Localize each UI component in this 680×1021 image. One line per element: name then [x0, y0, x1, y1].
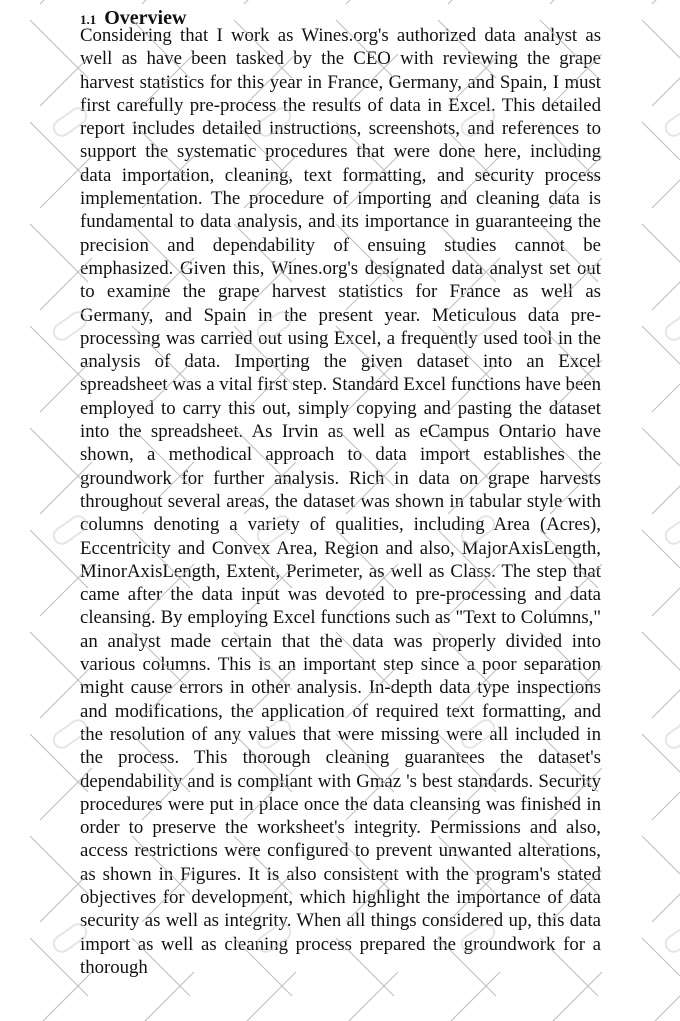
- watermark-stroke: [642, 326, 680, 384]
- watermark-stroke: [142, 972, 194, 1021]
- document-page: [80, 2, 601, 979]
- section-heading: [80, 2, 601, 29]
- watermark-stroke: [652, 666, 680, 718]
- watermark-stroke: [652, 156, 680, 208]
- watermark-stroke: [652, 870, 680, 922]
- watermark-logo-mark: [663, 717, 680, 751]
- watermark-stroke: [652, 0, 680, 4]
- watermark-stroke: [244, 972, 296, 1021]
- watermark-stroke: [642, 530, 680, 588]
- watermark-stroke: [642, 122, 680, 180]
- watermark-stroke: [652, 360, 680, 412]
- watermark-stroke: [642, 938, 680, 996]
- watermark-stroke: [40, 972, 92, 1021]
- watermark-stroke: [652, 768, 680, 820]
- watermark-stroke: [346, 972, 398, 1021]
- watermark-stroke: [642, 20, 680, 78]
- watermark-stroke: [642, 734, 680, 792]
- watermark-stroke: [642, 632, 680, 690]
- watermark-logo-mark: [663, 921, 680, 955]
- watermark-stroke: [642, 224, 680, 282]
- watermark-stroke: [652, 54, 680, 106]
- watermark-stroke: [652, 564, 680, 616]
- body-paragraph: Considering that I work as Wines.org's authorized data analyst as well as have been tasked by the CEO with reviewing the grape harvest statistics for this year in France, Germany, and Spain, I must first carefully pre-process the results of data in Excel. This detailed report includes detailed instructions, screenshots, and references to support the systematic procedures that were done here, including data importation, cleaning, text formatting, and security process implementation. The procedure of importing and cleaning data is fundamental to data analysis, and its importance in guaranteeing the precision and dependability of ensuing studies cannot be emphasized. Given this, Wines.org's designated data analyst set out to examine the grape harvest statistics for France as well as Germany, and Spain in the present year. Meticulous data pre-processing was carried out using Excel, a frequently used tool in the analysis of data. Importing the given dataset into an Excel spreadsheet was a vital first step. Standard Excel functions have been employed to carry this out, simply copying and pasting the dataset into the spreadsheet. As Irvin as well as eCampus Ontario have shown, a methodical approach to data import establishes the groundwork for further analysis. Rich in data on grape harvests throughout several areas, the dataset was shown in tabular style with columns denoting a variety of qualities, including Area (Acres), Eccentricity and Convex Area, Region and also, MajorAxisLength, MinorAxisLength, Extent, Perimeter, as well as Class. The step that came after the data input was devoted to pre-processing and data cleansing. By employing Excel functions such as "Text to Columns," an analyst made certain that the data was properly divided into various columns. This is an important step since a poor separation might cause errors in other analysis. In-depth data type inspections and modifications, the application of required text formatting, and the resolution of any values that were missing were all included in the process. This thorough cleaning guarantees the dataset's dependability and is compliant with Gmaz 's best standards. Security procedures were put in place once the data cleansing was finished in order to preserve the worksheet's integrity. Permissions and also, access restrictions were configured to prevent unwanted alterations, as shown in Figures. It is also consistent with the program's stated objectives for development, which highlight the importance of data security as well as integrity. When all things considered up, this data import as well as cleaning process prepared the groundwork for a thorough: [80, 25, 602, 978]
- watermark-logo-mark: [663, 309, 680, 343]
- section-number: 1.1: [80, 12, 97, 27]
- watermark-stroke: [642, 428, 680, 486]
- watermark-stroke: [652, 258, 680, 310]
- watermark-stroke: [448, 972, 500, 1021]
- section-title: Overview: [104, 7, 187, 29]
- watermark-logo-mark: [663, 105, 680, 139]
- watermark-logo-mark: [663, 513, 680, 547]
- watermark-stroke: [652, 972, 680, 1021]
- watermark-stroke: [642, 836, 680, 894]
- watermark-stroke: [550, 972, 602, 1021]
- watermark-stroke: [652, 462, 680, 514]
